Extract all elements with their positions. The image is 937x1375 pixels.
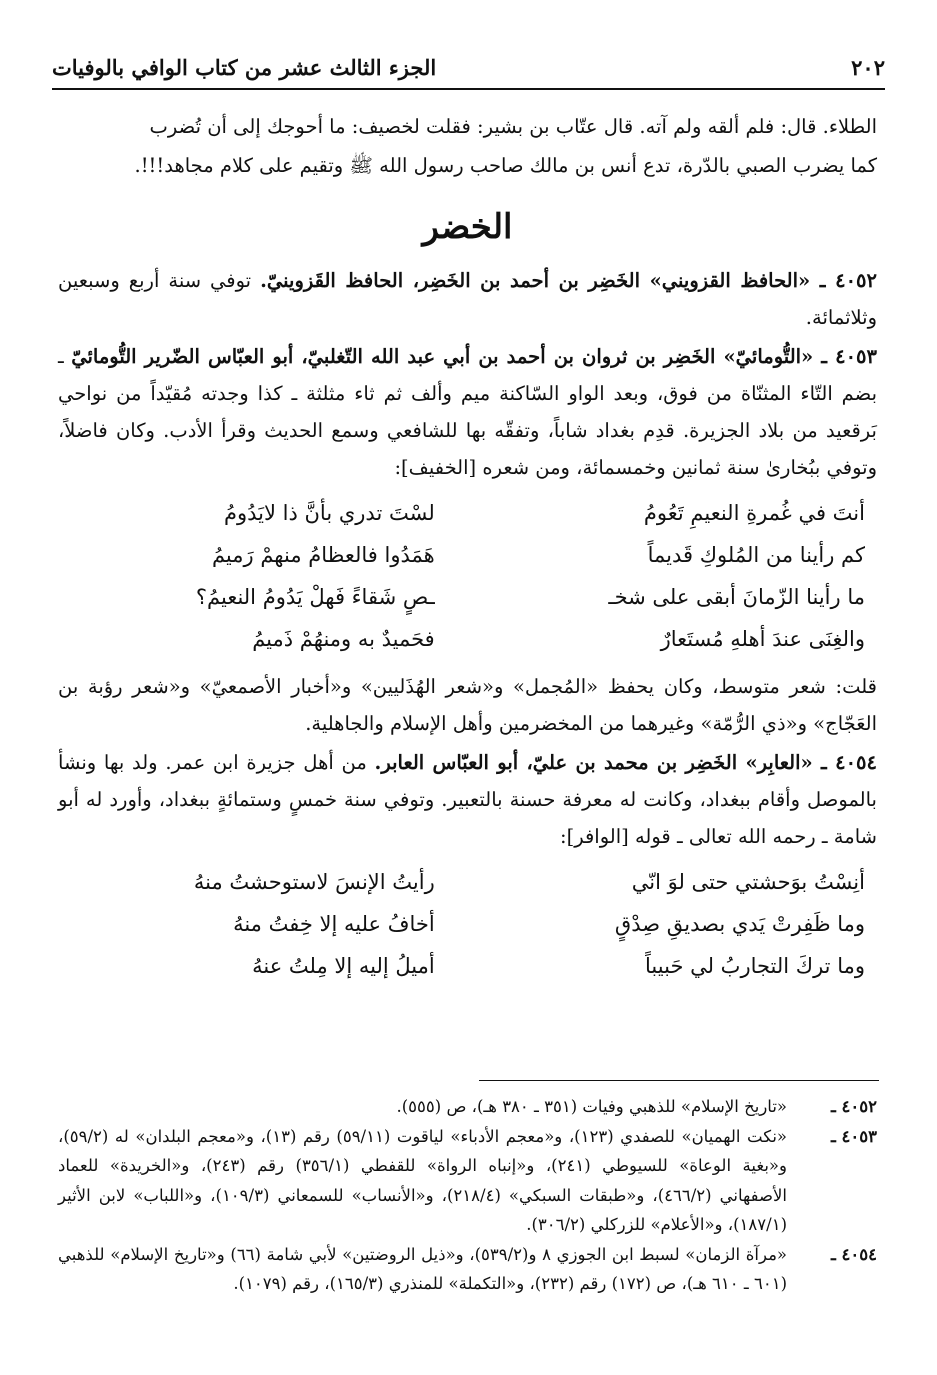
verse-second-hemistich: هَمَدُوا فالعظامُ منهمْ رَميمُ: [211, 542, 435, 567]
entry-4052-body: توفي سنة أربع وسبعين وثلاثمائة.: [58, 269, 877, 329]
footnote: [58, 1240, 877, 1299]
verse-line: [58, 861, 877, 903]
main-text: [58, 108, 877, 995]
verse-first-hemistich: وما ظَفِرتْ يَدي بصديقِ صِدْقٍ: [614, 911, 865, 936]
footnotes: [58, 1092, 877, 1299]
footnote: [58, 1092, 877, 1122]
opening-line-2: كما يضرب الصبي بالدّرة، تدع أنس بن مالك صاحب رسول الله ﷺ وتقيم على كلام مجاهد!!!.: [134, 154, 877, 177]
page-number: ٢٠٢: [851, 54, 885, 80]
entry-4053-poem: [58, 492, 877, 660]
section-title: الخضر: [422, 207, 513, 247]
footnote-text: «تاريخ الإسلام» للذهبي وفيات (٣٥١ ـ ٣٨٠ هـ)، ص (٥٥٥).: [396, 1097, 787, 1116]
verse-first-hemistich: ما رأينا الزّمانَ أبقى على شخـ: [608, 584, 865, 609]
verse-second-hemistich: فحَميدٌ به ومنهُمْ ذَميمُ: [252, 626, 435, 651]
verse-first-hemistich: أنِسْتُ بوَحشتي حتى لوَ انّي: [631, 869, 865, 894]
entry-4053: [58, 338, 877, 486]
entry-4054: [58, 744, 877, 855]
footnote-text: «نكت الهميان» للصفدي (١٢٣)، و«معجم الأدباء» لياقوت (٥٩/١١) رقم (١٣)، و«معجم البلدان» له (٥٩/٢)، و«بغية الوعاة» للسيوطي (٢٤١)، و«إنباه الرواة» للقفطي (٣٥٦/١) رقم (٢٤٣)، و«الخريدة» للعماد الأصفهاني (٤٦٦/٢)، و«طبقات السبكي» (٢١٨/٤)، و«الأنساب» للسمعاني (١٠٩/٣)، و«اللباب» لابن الأثير (١٨٧/١)، و«الأعلام» للزركلي (٣٠٦/٢).: [58, 1126, 788, 1234]
footnote-number: ٤٠٥٤ ـ: [830, 1244, 877, 1264]
entry-4054-poem: [58, 861, 877, 987]
entry-4052-head: ٤٠٥٢ ـ «الحافظ القزويني» الخَضِر بن أحمد بن الخَضِر، الحافظ القَزوينيّ.: [260, 269, 877, 292]
verse-second-hemistich: لسْتَ تدري بأنَّ ذا لايَدُومُ: [223, 500, 435, 525]
verse-second-hemistich: رأيتُ الإنسَ لاستوحشتُ منهُ: [193, 869, 435, 894]
verse-second-hemistich: ـصٍ شَقاءً فَهلْ يَدُومُ النعيمُ؟: [195, 584, 435, 609]
verse-first-hemistich: أنتَ في غُمرةِ النعيمِ تَعُومُ: [643, 500, 865, 525]
footnote-text: «مرآة الزمان» لسبط ابن الجوزي ٨ و(٥٣٩/٢)، و«ذيل الروضتين» لأبي شامة (٦٦) و«تاريخ الإسلام» للذهبي (٦٠١ ـ ٦١٠ هـ)، ص (١٧٢) رقم (٢٣٢)، و«التكملة» للمنذري (١٦٥/٣)، رقم (١٠٧٩).: [58, 1244, 788, 1293]
verse-second-hemistich: أميلُ إليه إلا مِلتُ عنهُ: [252, 953, 435, 978]
entry-4053-head: ٤٠٥٣ ـ «التُّومائيّ» الخَضِر بن ثروان بن أحمد بن أبي عبد الله التّغلبيّ، أبو العبّاس الضّرير التُّومائيّ: [71, 345, 877, 368]
entry-4054-head: ٤٠٥٤ ـ «العابِر» الخَضِر بن محمد بن عليّ، أبو العبّاس العابر.: [374, 751, 877, 774]
footnote-number: ٤٠٥٣ ـ: [830, 1126, 877, 1146]
opening-line-1: الطلاء. قال: فلم ألقه ولم آته. قال عتّاب بن بشير: فقلت لخصيف: ما أحوجك إلى أن تُضرب: [149, 115, 877, 138]
verse-first-hemistich: كم رأينا من المُلوكِ قَديماً: [647, 542, 865, 567]
entry-4054-body: من أهل جزيرة ابن عمر. ولد بها ونشأ بالموصل وأقام ببغداد، وكانت له معرفة حسنة بالتعبير. وتوفي سنة خمسٍ وستمائةٍ ببغداد، وأورد له أبو شامة ـ رحمه الله تعالى ـ قوله [الوافر]:: [58, 751, 877, 848]
verse-line: [58, 618, 877, 660]
verse-first-hemistich: وما تركَ التجاربُ لي حَبيباً: [645, 953, 865, 978]
verse-line: [58, 903, 877, 945]
verse-second-hemistich: أخافُ عليه إلا خِفتُ منهُ: [233, 911, 435, 936]
footnote: [58, 1122, 877, 1240]
entry-4053-body: ـ بضم التّاء المثنّاة من فوق، وبعد الواو السّاكنة ميم وألف ثم ثاء مثلثة ـ كذا وجدته مُقيّداً من نواحي بَرقعيد من بلاد الجزيرة. قدِم بغداد شاباً، وتفقّه بها للشافعي وسمع الحديث وقرأ الأدب. وكان فاضلاً، وتوفي ببُخارىٰ سنة ثمانين وخمسمائة، ومن شعره [الخفيف]:: [58, 345, 877, 479]
footnote-divider: [479, 1080, 879, 1081]
verse-line: [58, 945, 877, 987]
running-title: الجزء الثالث عشر من كتاب الوافي بالوفيات: [52, 54, 437, 80]
footnote-number: ٤٠٥٢ ـ: [830, 1097, 877, 1116]
running-header: [52, 46, 885, 90]
entry-4053-note: قلت: شعر متوسط، وكان يحفظ «المُجمل» و«شعر الهُذَليين» و«أخبار الأصمعيّ» و«شعر رؤبة بن العَجّاج» و«ذي الرُّمّة» وغيرهما من المخضرمين وأهل الإسلام والجاهلية.: [58, 675, 877, 735]
verse-line: [58, 492, 877, 534]
verse-line: [58, 576, 877, 618]
entry-4052: [58, 262, 877, 336]
verse-line: [58, 534, 877, 576]
verse-first-hemistich: والغِنَى عندَ أهلهِ مُستَعارٌ: [660, 626, 865, 651]
